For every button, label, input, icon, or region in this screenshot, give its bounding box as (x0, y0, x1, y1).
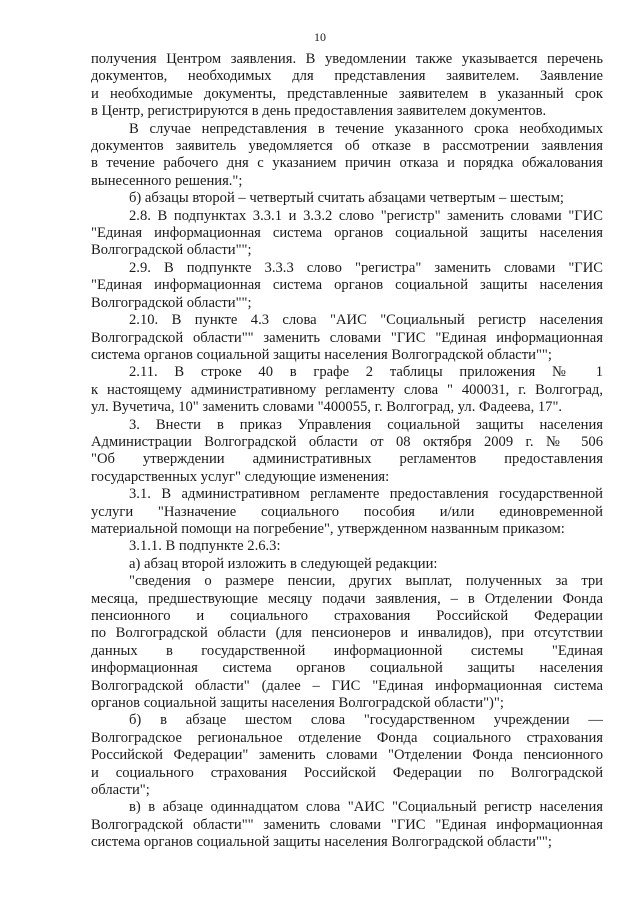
text-line: ул. Вучетича, 10" заменить словами "400055, г. Волгоград, ул. Фадеева, 17". (91, 399, 563, 416)
text-line: Администрации Волгоградской области от 08 октября 2009 г. № 506 (91, 433, 603, 450)
text-line: 3.1. В административном регламенте предоставления государственной (129, 486, 603, 503)
text-line: б) абзацы второй – четвертый считать абзацами четвертым – шестым; (129, 190, 564, 207)
text-line: 2.10. В пункте 4.3 слова "АИС "Социальный регистр населения (129, 312, 603, 329)
text-line: Волгоградской области"" заменить словами "ГИС "Единая информационная (91, 329, 603, 346)
text-line: данных в государственной информационной системы "Единая (91, 642, 603, 659)
text-line: получения Центром заявления. В уведомлении также указывается перечень (91, 51, 603, 67)
text-line: документов, необходимых для представления заявителем. Заявление (91, 68, 603, 85)
text-line: 3.1.1. В подпункте 2.6.3: (129, 538, 281, 555)
text-line: Волгоградское региональное отделение Фонда социального страхования (91, 729, 603, 746)
text-line: к настоящему административному регламенту слова " 400031, г. Волгоград, (91, 381, 603, 398)
text-line: Российской Федерации" заменить словами "Отделении Фонда пенсионного (91, 747, 603, 764)
text-line: в Центр, регистрируются в день предоставления заявителем документов. (91, 103, 547, 120)
text-line: пенсионного и социального страхования Российской Федерации (91, 608, 603, 624)
text-line: система органов социальной защиты населения Волгоградской области""; (91, 834, 552, 851)
text-line: услуги "Назначение социального пособия и/или единовременной (91, 503, 603, 520)
text-line: в течение рабочего дня с указанием причин отказа и порядка обжалования (91, 155, 603, 172)
text-line: документов заявитель уведомляется об отказе в рассмотрении заявления (91, 138, 603, 155)
document-body (91, 51, 603, 852)
text-line: а) абзац второй изложить в следующей редакции: (129, 555, 438, 572)
text-line: органов социальной защиты населения Волгоградской области")"; (91, 695, 504, 712)
text-line: области"; (91, 782, 150, 799)
text-line: "Об утверждении административных регламентов предоставления (91, 451, 603, 468)
text-line: и социального страхования Российской Федерации по Волгоградской (91, 764, 603, 781)
text-line: по Волгоградской области (для пенсионеров и инвалидов), при отсутствии (91, 625, 603, 642)
text-line: Волгоградской области" (далее – ГИС "Единая информационная система (91, 677, 603, 694)
text-line: В случае непредставления в течение указанного срока необходимых (129, 120, 603, 137)
text-line: и необходимые документы, представленные заявителем в указанный срок (91, 85, 603, 102)
page-number: 10 (314, 30, 326, 44)
text-line: б) в абзаце шестом слова "государственном учреждении — (129, 712, 603, 729)
text-line: Волгоградской области"" заменить словами "ГИС "Единая информационная (91, 816, 603, 833)
text-line: государственных услуг" следующие изменения: (91, 468, 390, 485)
text-line: материальной помощи на погребение", утвержденном названным приказом: (91, 520, 565, 537)
text-line: "Единая информационная система органов социальной защиты населения (91, 277, 603, 294)
text-line: 2.11. В строке 40 в графе 2 таблицы приложения № 1 (129, 364, 603, 381)
text-line: Волгоградской области""; (91, 242, 252, 259)
text-line: "Единая информационная система органов социальной защиты населения (91, 225, 603, 242)
text-line: месяца, предшествующие месяцу подачи заявления, – в Отделении Фонда (91, 590, 603, 607)
text-line: информационная система органов социальной защиты населения (91, 660, 603, 677)
text-line: 2.9. В подпункте 3.3.3 слово "регистра" заменить словами "ГИС (129, 259, 603, 276)
text-line: вынесенного решения."; (91, 172, 243, 189)
text-line: 2.8. В подпунктах 3.3.1 и 3.3.2 слово "регистр" заменить словами "ГИС (129, 207, 603, 224)
text-line: в) в абзаце одиннадцатом слова "АИС "Социальный регистр населения (129, 799, 603, 816)
text-line: система органов социальной защиты населения Волгоградской области""; (91, 346, 552, 363)
text-line: Волгоградской области""; (91, 294, 252, 311)
text-line: "сведения о размере пенсии, других выплат, полученных за три (129, 573, 603, 590)
text-line: 3. Внести в приказ Управления социальной защиты населения (129, 416, 603, 433)
